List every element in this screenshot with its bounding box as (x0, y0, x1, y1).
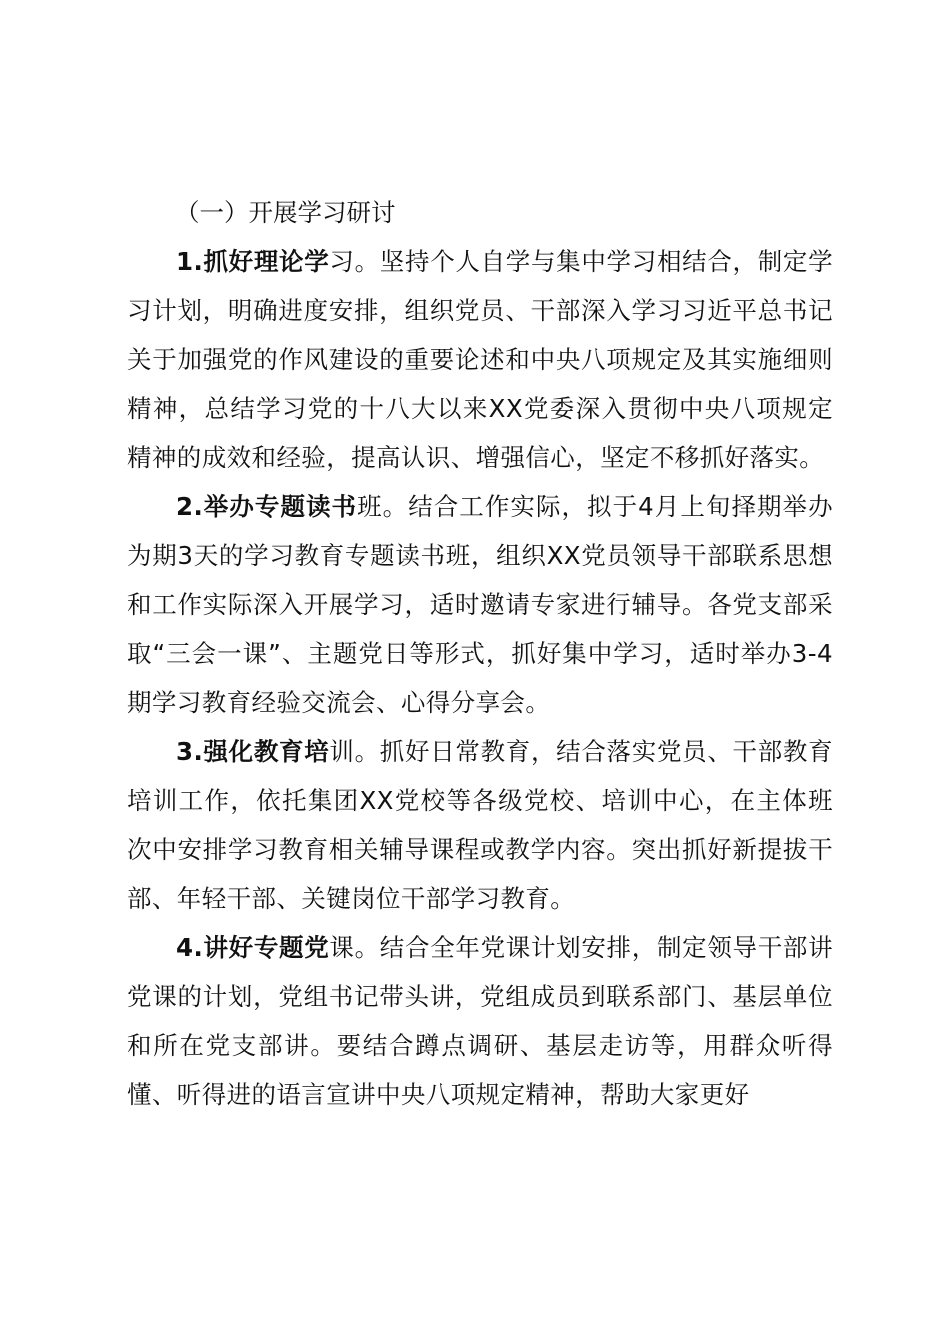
paragraph-4 (127, 923, 833, 1119)
paragraph-4-body: 课。结合全年党课计划安排，制定领导干部讲党课的计划，党组书记带头讲，党组成员到联系部门、基层单位和所在党支部讲。要结合蹲点调研、基层走访等，用群众听得懂、听得进的语言宣讲中央八项规定精神，帮助大家更好 (127, 933, 834, 1109)
document-page (127, 188, 833, 1119)
paragraph-3-body: 训。抓好日常教育，结合落实党员、干部教育培训工作，依托集团XX党校等各级党校、培训中心，在主体班次中安排学习教育相关辅导课程或教学内容。突出抓好新提拔干部、年轻干部、关键岗位干部学习教育。 (127, 737, 834, 913)
paragraph-1-lead: 1.抓好理论学 (176, 247, 330, 276)
paragraph-1 (127, 237, 833, 482)
paragraph-2-lead: 2.举办专题读书 (176, 492, 358, 521)
paragraph-2-body: 班。结合工作实际，拟于4月上旬择期举办为期3天的学习教育专题读书班，组织XX党员领导干部联系思想和工作实际深入开展学习，适时邀请专家进行辅导。各党支部采取“三会一课”、主题党日等形式，抓好集中学习，适时举办3-4期学习教育经验交流会、心得分享会。 (127, 492, 833, 717)
paragraph-2 (127, 482, 833, 727)
paragraph-4-lead: 4.讲好专题党 (176, 933, 330, 962)
paragraph-1-body: 习。坚持个人自学与集中学习相结合，制定学习计划，明确进度安排，组织党员、干部深入学习习近平总书记关于加强党的作风建设的重要论述和中央八项规定及其实施细则精神，总结学习党的十八大以来XX党委深入贯彻中央八项规定精神的成效和经验，提高认识、增强信心，坚定不移抓好落实。 (127, 247, 834, 472)
section-heading: （一）开展学习研讨 (175, 198, 396, 227)
paragraph-3-lead: 3.强化教育培 (176, 737, 330, 766)
paragraph-3 (127, 727, 833, 923)
